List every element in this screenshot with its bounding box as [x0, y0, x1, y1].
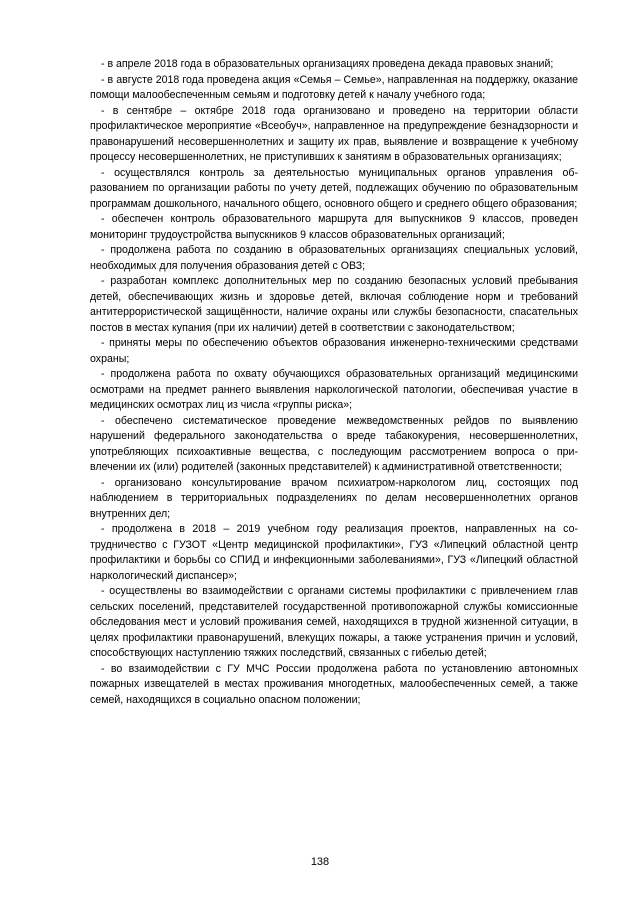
- paragraph-cooperation-projects: - продолжена в 2018 – 2019 учебном году реализация проектов, направленных на сотрудничество с ГУЗОТ «Центр медицинской профилактики», ГУЗ «Липецкий областной центр профилактики и борьбы со СПИД и инфекционными заболеваниями», ГУЗ «Липецкий областной наркологический диспансер»;: [90, 523, 578, 582]
- paragraph-vseobuch-campaign: - в сентябре – октябре 2018 года организовано и проведено на территории области профилактическое мероприятие «Всеобуч», направленное на предупреждение безнадзорности и правонарушений несовершеннолетних и защиту их прав, выявление и возвращение к учебному процессу несовершеннолетних, не приступивших к занятиям в образовательных организациях;: [90, 104, 578, 163]
- page-body: [90, 57, 578, 708]
- paragraph-security-equipment: - приняты меры по обеспечению объектов образования инженерно-техническими средствами охраны;: [90, 337, 578, 365]
- paragraph-living-conditions-inspections: - осуществлены во взаимодействии с органами системы профилактики с привлечением глав сельских поселений, представителей государственной противопожарной службы комиссионные обследования мест и условий проживания семей, находящихся в трудной жизненной ситуации, в целях профилактики правонарушений, влекущих пожары, а также устранения причин и условий, способствующих наступлению тяжких последствий, связанных с гибелью детей;: [90, 585, 578, 659]
- paragraph-graduate-route-control: - обеспечен контроль образовательного маршрута для выпускников 9 классов, проведен мониторинг трудоустройства выпускников 9 классов образовательных организаций;: [90, 213, 578, 241]
- paragraph-narcologist-consulting: - организовано консультирование врачом психиатром-наркологом лиц, состоящих под наблюдением в территориальных подразделениях по делам несовершеннолетних органов внутренних дел;: [90, 476, 578, 520]
- paragraph-safety-measures: - разработан комплекс дополнительных мер по созданию безопасных условий пребывания детей, обеспечивающих жизнь и здоровье детей, включая соблюдение норм и требований антитеррористической защищённости, наличие охраны или службы безопасности, спасательных постов в местах купания (при их наличии) детей в соответствии с законодательством;: [90, 275, 578, 334]
- paragraph-legal-knowledge-decade: - в апреле 2018 года в образовательных организациях проведена декада правовых знаний;: [101, 58, 554, 70]
- paragraph-family-action: - в августе 2018 года проведена акция «Семья – Семье», направленная на поддержку, оказание помощи малообеспеченным семьям и подготовку детей к началу учебного года;: [90, 73, 578, 101]
- paragraph-municipal-control: - осуществлялся контроль за деятельностью муниципальных органов управления образованием по организации работы по учету детей, подлежащих обучению по образовательным программам дошкольного, начального общего, основного общего и среднего общего образования;: [90, 166, 578, 210]
- page-number: 138: [310, 856, 330, 868]
- paragraph-medical-exams: - продолжена работа по охвату обучающихся образовательных организаций медицинскими осмотрами на предмет раннего выявления наркологической патологии, обеспечивая участие в медицинских осмотрах лиц из числа «группы риска»;: [90, 368, 578, 411]
- paragraph-interagency-raids: - обеспечено систематическое проведение межведомственных рейдов по выявлению нарушений федерального законодательства о вреде табакокурения, несовершеннолетних, употребляющих психоактивные вещества, с последующим рассмотрением вопроса о привлечении их (или) родителей (законных представителей) к административной ответственности;: [90, 414, 578, 473]
- paragraph-special-conditions: - продолжена работа по созданию в образовательных организациях специальных условий, необходимых для получения образования детей с ОВЗ;: [90, 244, 578, 272]
- paragraph-fire-detectors: - во взаимодействии с ГУ МЧС России продолжена работа по установлению автономных пожарных извещателей в местах проживания многодетных, малообеспеченных семей, а также семей, находящихся в социально опасном положении;: [90, 662, 578, 706]
